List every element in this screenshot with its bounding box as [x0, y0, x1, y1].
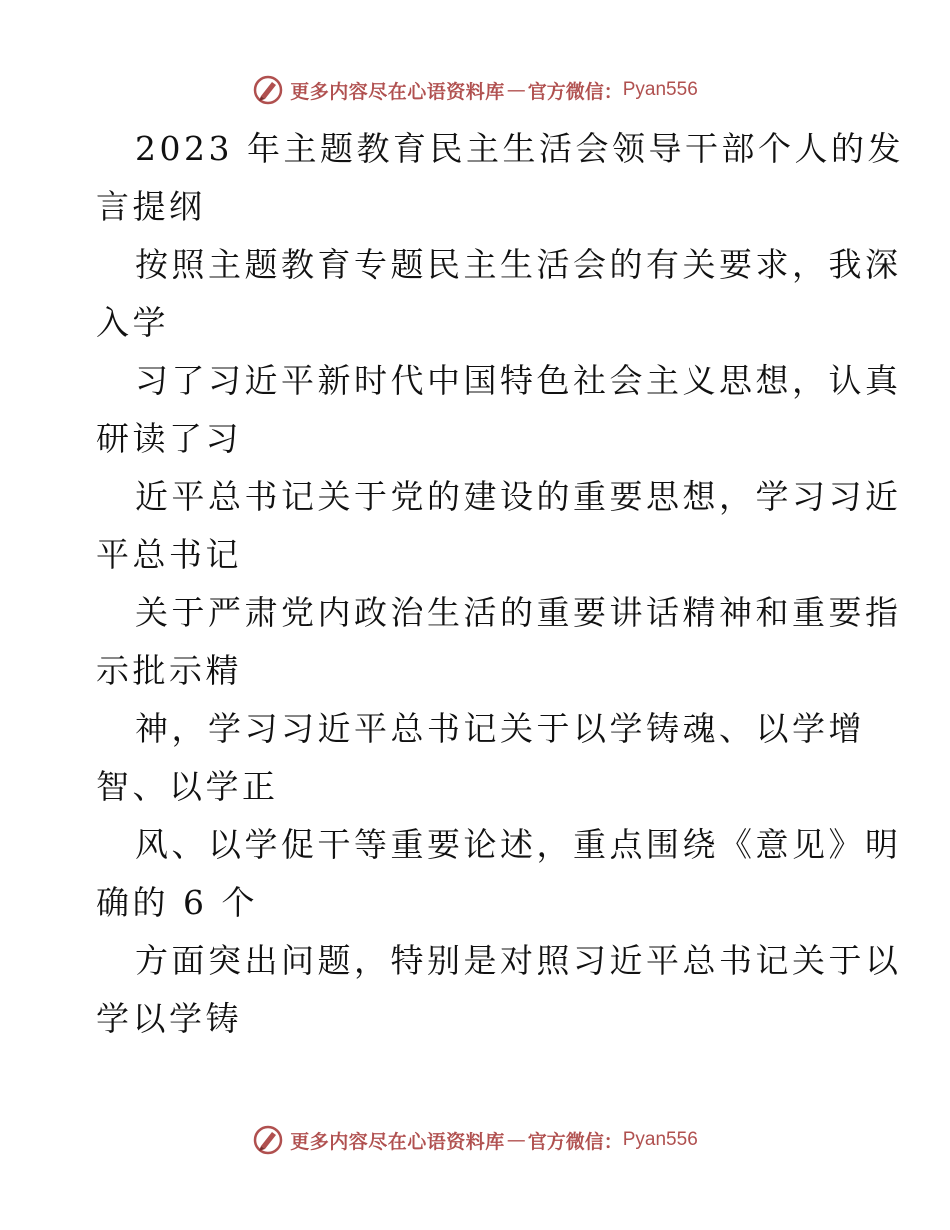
watermark-wechat-id: Pyan556	[622, 79, 698, 100]
document-line: 研读了习	[96, 419, 242, 458]
watermark-wechat-label: 官方微信：	[527, 1130, 623, 1153]
document-line: 平总书记	[96, 535, 242, 574]
watermark-dash: —	[506, 1129, 526, 1151]
header-watermark	[0, 70, 950, 110]
watermark-wechat-label: 官方微信：	[527, 80, 623, 103]
watermark-site-text: 更多内容尽在心语资料库	[290, 1130, 505, 1153]
document-line: 示批示精	[96, 651, 242, 690]
watermark-wechat-id: Pyan556	[622, 1129, 698, 1150]
document-line: 确的 6 个	[96, 883, 258, 922]
document-line: 言提纲	[96, 187, 206, 226]
document-line: 近平总书记关于党的建设的重要思想，学习习近	[135, 477, 902, 516]
document-line: 神，学习习近平总书记关于以学铸魂、以学增	[135, 709, 865, 748]
document-line: 关于严肃党内政治生活的重要讲话精神和重要指	[135, 593, 902, 632]
document-line: 习了习近平新时代中国特色社会主义思想，认真	[135, 361, 902, 400]
document-body	[96, 120, 904, 1048]
pen-logo-icon	[252, 1124, 284, 1156]
watermark-site-text: 更多内容尽在心语资料库	[290, 80, 505, 103]
document-line: 入学	[96, 303, 169, 342]
document-line: 2023 年主题教育民主生活会领导干部个人的发	[135, 129, 904, 168]
footer-watermark	[0, 1120, 950, 1160]
document-line: 学以学铸	[96, 999, 242, 1038]
pen-logo-icon	[252, 74, 284, 106]
document-line: 方面突出问题，特别是对照习近平总书记关于以	[135, 941, 902, 980]
document-line: 按照主题教育专题民主生活会的有关要求，我深	[135, 245, 902, 284]
document-line: 风、以学促干等重要论述，重点围绕《意见》明	[135, 825, 902, 864]
watermark-dash: —	[506, 79, 526, 101]
document-line: 智、以学正	[96, 767, 279, 806]
